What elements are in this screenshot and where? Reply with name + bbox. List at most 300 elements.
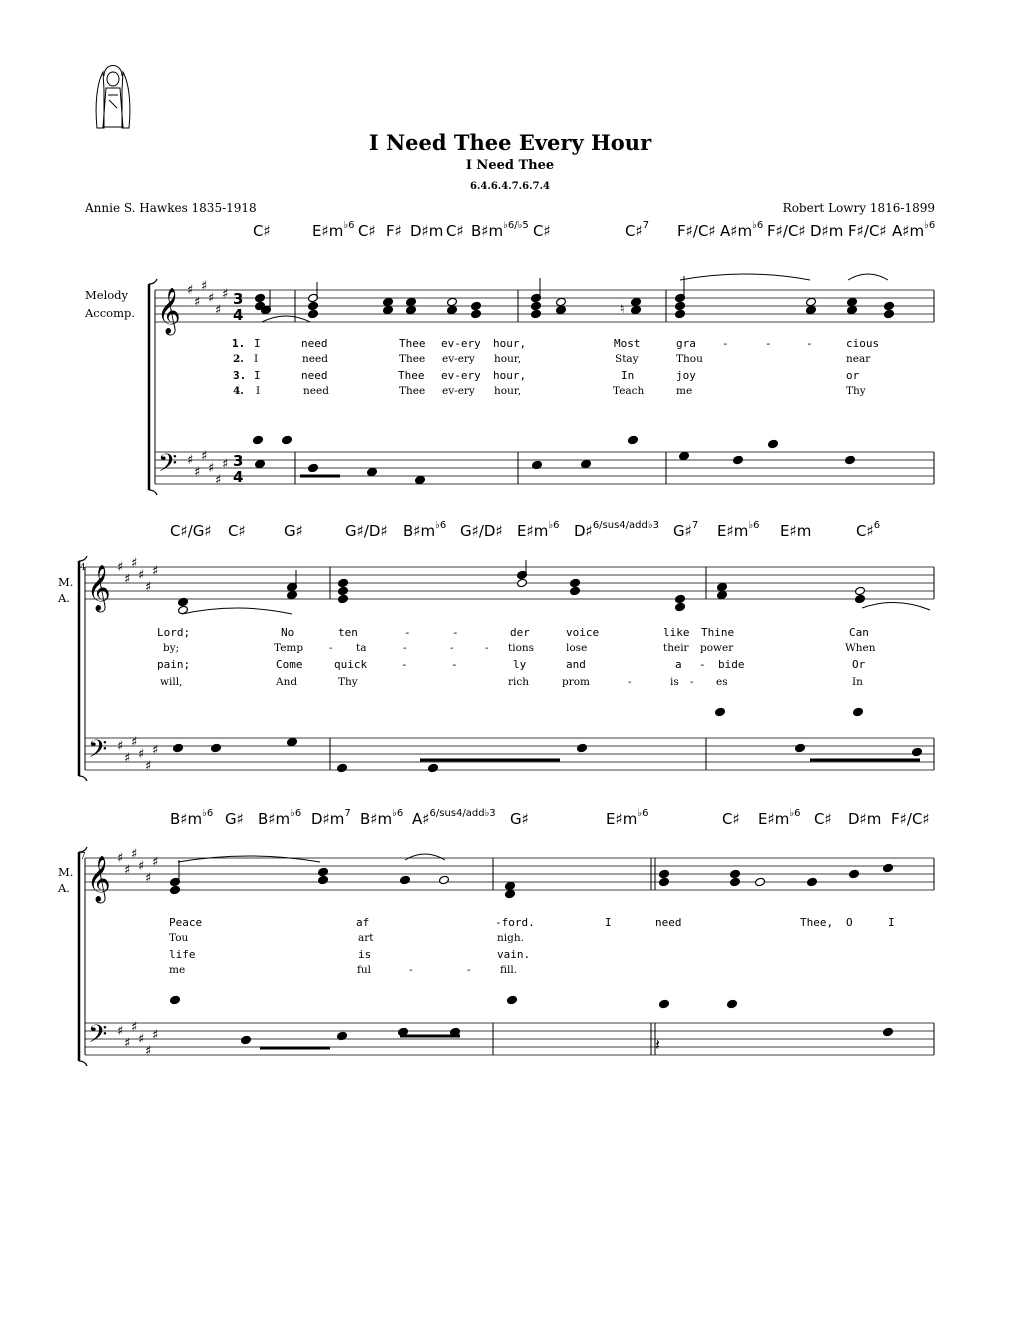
chord-symbol <box>856 522 880 540</box>
notehead <box>308 463 319 473</box>
poet-credit: Annie S. Hawkes 1835-1918 <box>85 201 257 215</box>
lyric-syllable: life <box>169 948 196 961</box>
chord-symbol <box>360 810 403 828</box>
chord-symbol <box>345 522 388 540</box>
measure-number: 7 <box>80 852 86 862</box>
lyric-syllable: ev-ery <box>442 385 475 397</box>
chord-symbol <box>410 222 443 240</box>
lyric-syllable: Thee <box>399 337 426 350</box>
notehead <box>675 301 686 311</box>
lyric-syllable: Lord; <box>157 626 191 639</box>
key-signature-sharp: ♯ <box>138 859 145 874</box>
chord-root: C♯ <box>358 222 376 240</box>
key-signature-sharp: ♯ <box>194 465 201 480</box>
melody-staff-label-short: M. <box>58 575 74 589</box>
notehead <box>679 451 690 461</box>
lyric-syllable: O <box>846 916 853 929</box>
lyric-syllable: In <box>852 676 863 688</box>
chord-symbol <box>170 810 213 828</box>
chord-root: B♯m <box>471 222 504 240</box>
chord-root: D♯m <box>410 222 444 240</box>
notehead <box>447 305 458 315</box>
time-signature: 3 <box>233 290 244 308</box>
notehead <box>318 875 329 885</box>
notehead <box>768 439 779 449</box>
lyric-syllable: - <box>628 676 632 688</box>
notehead <box>581 459 592 469</box>
chord-root: A♯m <box>892 222 925 240</box>
chord-symbol <box>228 522 246 540</box>
chord-root: B♯m <box>403 522 436 540</box>
key-signature-sharp: ♯ <box>131 556 138 571</box>
lyric-syllable: ev-ery <box>442 353 475 365</box>
key-signature-sharp: ♯ <box>145 1044 152 1059</box>
lyric-syllable: need <box>655 916 682 929</box>
lyric-syllable: is <box>670 676 679 688</box>
lyric-syllable: When <box>845 642 876 654</box>
chord-root: G♯ <box>225 810 244 828</box>
notehead <box>659 877 670 887</box>
slur <box>182 608 292 614</box>
notehead <box>415 475 426 485</box>
lyric-syllable: power <box>700 642 734 654</box>
chord-symbol <box>722 810 740 828</box>
notehead <box>730 877 741 887</box>
notehead <box>337 763 348 773</box>
chord-root: B♯m <box>170 810 203 828</box>
chord-root: A♯ <box>412 810 430 828</box>
key-signature-sharp: ♯ <box>138 747 145 762</box>
lyric-syllable: Thee <box>399 385 426 397</box>
key-signature-sharp: ♯ <box>131 735 138 750</box>
notehead <box>717 590 728 600</box>
chord-root: G♯ <box>510 810 529 828</box>
notehead <box>439 875 450 885</box>
notehead <box>505 881 516 891</box>
notehead <box>845 455 856 465</box>
notehead <box>507 995 518 1005</box>
chord-symbol <box>403 522 446 540</box>
lyric-syllable: I <box>254 369 261 382</box>
key-signature-sharp: ♯ <box>117 851 124 866</box>
notehead <box>170 995 181 1005</box>
key-signature-sharp: ♯ <box>117 560 124 575</box>
notehead <box>806 305 817 315</box>
chord-symbol <box>717 522 759 540</box>
chord-symbol <box>412 810 496 828</box>
lyric-syllable: Thee <box>398 369 425 382</box>
slur <box>262 316 310 322</box>
notehead <box>447 297 458 307</box>
lyric-syllable: lose <box>566 642 588 654</box>
notehead <box>255 459 266 469</box>
time-signature: 4 <box>233 306 244 324</box>
notehead <box>855 594 866 604</box>
chord-root: D♯m <box>311 810 345 828</box>
chord-root: C♯ <box>533 222 551 240</box>
chord-extension: 7 <box>642 220 650 231</box>
composer-credit: Robert Lowry 1816-1899 <box>782 201 935 215</box>
chord-symbol <box>471 222 529 240</box>
bass-clef-icon: 𝄢 <box>88 735 108 770</box>
notehead <box>847 305 858 315</box>
lyric-syllable: And <box>276 676 298 688</box>
notehead <box>211 743 222 753</box>
notehead <box>531 301 542 311</box>
time-signature: 4 <box>233 468 244 486</box>
notehead <box>733 455 744 465</box>
song-title: I Need Thee Every Hour <box>368 130 652 155</box>
key-signature-sharp: ♯ <box>124 863 131 878</box>
notehead <box>253 435 264 445</box>
chord-root: D♯m <box>848 810 882 828</box>
key-signature-sharp: ♯ <box>201 279 208 294</box>
notehead <box>241 1035 252 1045</box>
notehead <box>884 309 895 319</box>
notehead <box>675 309 686 319</box>
chord-extension: ♭6 <box>392 808 404 819</box>
chord-symbol <box>533 222 551 240</box>
notehead <box>570 578 581 588</box>
chord-root: G♯/D♯ <box>345 522 388 540</box>
lyric-syllable: bide <box>718 658 745 671</box>
lyric-syllable: need <box>303 385 329 397</box>
lyric-syllable: - <box>722 337 729 350</box>
lyric-syllable: pain; <box>157 658 191 671</box>
notehead <box>883 863 894 873</box>
chord-symbol <box>510 810 529 828</box>
key-signature-sharp: ♯ <box>145 580 152 595</box>
lyric-syllable: Thy <box>846 385 866 397</box>
lyric-syllable: art <box>358 932 374 944</box>
chord-extension: ♭6 <box>343 220 355 231</box>
lyric-syllable: will, <box>160 676 183 688</box>
lyric-syllable: - <box>401 658 408 671</box>
lyric-syllable: af <box>356 916 370 929</box>
verse-number: 3. <box>233 369 247 382</box>
lyric-syllable: need <box>301 369 328 382</box>
melody-staff-label-short: M. <box>58 865 74 879</box>
notehead <box>406 297 417 307</box>
lyric-syllable: - <box>467 964 471 976</box>
lyric-syllable: -ford. <box>495 916 535 929</box>
notehead <box>884 301 895 311</box>
key-signature-sharp: ♯ <box>201 449 208 464</box>
key-signature-sharp: ♯ <box>138 1032 145 1047</box>
notehead <box>556 305 567 315</box>
chord-root: F♯/C♯ <box>677 222 716 240</box>
notehead <box>428 763 439 773</box>
melody-staff-label: Melody <box>85 288 129 302</box>
lyric-syllable: Thee, <box>800 916 834 929</box>
notehead <box>471 309 482 319</box>
chord-root: B♯m <box>360 810 393 828</box>
chord-symbol <box>848 810 881 828</box>
chord-root: C♯ <box>228 522 246 540</box>
time-signature: 3 <box>233 452 244 470</box>
treble-clef-icon: 𝄞 <box>87 565 111 611</box>
lyric-syllable: Peace <box>169 916 203 929</box>
chord-symbol <box>848 222 887 240</box>
chord-extension: 6/sus4/add♭3 <box>592 520 659 531</box>
lyric-syllable: near <box>846 353 871 365</box>
chord-symbol <box>574 522 659 540</box>
slur <box>680 274 810 280</box>
chord-extension: 7 <box>691 520 699 531</box>
notehead <box>383 305 394 315</box>
notehead <box>255 293 266 303</box>
slur <box>848 274 888 280</box>
lyric-syllable: I <box>254 353 259 365</box>
lyric-syllable: Thy <box>338 676 358 688</box>
notehead <box>853 707 864 717</box>
lyric-syllable: need <box>302 353 328 365</box>
lyric-syllable: Teach <box>613 385 645 397</box>
accomp-staff-label-short: A. <box>58 591 70 605</box>
chord-extension: ♭6 <box>924 220 936 231</box>
notehead <box>806 297 817 307</box>
lyric-syllable: hour, <box>494 385 522 397</box>
treble-clef-icon: 𝄞 <box>87 856 111 902</box>
chord-symbol <box>358 222 376 240</box>
natural-sign: ♮ <box>620 302 625 317</box>
lyric-syllable: joy <box>676 369 696 382</box>
chord-root: F♯/C♯ <box>891 810 930 828</box>
chord-root: D♯ <box>574 522 593 540</box>
notehead <box>400 875 411 885</box>
key-signature-sharp: ♯ <box>131 1020 138 1035</box>
lyric-syllable: - <box>452 626 459 639</box>
notehead <box>318 867 329 877</box>
bass-clef-icon: 𝄢 <box>158 449 178 484</box>
key-signature-sharp: ♯ <box>187 283 194 298</box>
notehead <box>659 999 670 1009</box>
notehead <box>287 737 298 747</box>
chord-symbol <box>446 222 464 240</box>
notehead <box>287 590 298 600</box>
lyric-syllable: - <box>690 676 694 688</box>
verse-number: 2. <box>233 353 244 365</box>
lyric-syllable: a <box>675 658 682 671</box>
verse-number: 1. <box>232 337 246 350</box>
chord-symbol <box>892 222 935 240</box>
key-signature-sharp: ♯ <box>131 847 138 862</box>
key-signature-sharp: ♯ <box>194 295 201 310</box>
lyric-syllable: or <box>846 369 860 382</box>
lyric-syllable: nigh. <box>497 932 524 944</box>
lyric-syllable: me <box>676 385 693 397</box>
chord-extension: ♭6 <box>202 808 214 819</box>
notehead <box>517 578 528 588</box>
lyric-syllable: hour, <box>493 337 527 350</box>
slur <box>405 854 445 860</box>
notehead <box>727 999 738 1009</box>
notehead <box>855 586 866 596</box>
lyric-syllable: Stay <box>615 353 639 365</box>
lyric-syllable: hour, <box>493 369 527 382</box>
lyric-syllable: I <box>888 916 895 929</box>
chord-symbol <box>225 810 244 828</box>
chord-root: G♯/D♯ <box>460 522 503 540</box>
chord-symbol <box>673 522 698 540</box>
key-signature-sharp: ♯ <box>138 568 145 583</box>
notehead <box>338 594 349 604</box>
chord-extension: 6 <box>873 520 881 531</box>
chord-root: E♯m <box>606 810 638 828</box>
lyric-syllable: and <box>566 658 586 671</box>
quarter-rest-icon: 𝄽 <box>655 1035 660 1054</box>
lyric-syllable: vain. <box>497 948 531 961</box>
lyric-syllable: Or <box>852 658 866 671</box>
chord-root: G♯ <box>284 522 303 540</box>
lyric-syllable: Most <box>614 337 641 350</box>
notehead <box>383 297 394 307</box>
notehead <box>308 301 319 311</box>
chord-root: F♯/C♯ <box>848 222 887 240</box>
chord-extension: ♭6/♭5 <box>503 220 529 231</box>
chord-symbol <box>810 222 843 240</box>
verse-number: 4. <box>233 385 244 397</box>
chord-root: C♯ <box>856 522 874 540</box>
key-signature-sharp: ♯ <box>222 287 229 302</box>
chord-extension: 7 <box>344 808 351 819</box>
notehead <box>577 743 588 753</box>
chord-root: C♯ <box>722 810 740 828</box>
chord-symbol <box>312 222 354 240</box>
key-signature-sharp: ♯ <box>208 461 215 476</box>
lyric-syllable: I <box>605 916 612 929</box>
chord-symbol <box>284 522 303 540</box>
key-signature-sharp: ♯ <box>117 1024 124 1039</box>
lyric-syllable: ly <box>513 658 527 671</box>
lyric-syllable: - <box>806 337 813 350</box>
lyric-syllable: hour, <box>494 353 522 365</box>
lyric-syllable: Thee <box>399 353 426 365</box>
lyric-syllable: tions <box>508 642 535 654</box>
chord-symbol <box>677 222 716 240</box>
chord-symbol <box>386 222 402 240</box>
chord-root: B♯m <box>258 810 291 828</box>
lyric-syllable: ev-ery <box>441 369 481 382</box>
chord-root: E♯m <box>717 522 749 540</box>
key-signature-sharp: ♯ <box>117 739 124 754</box>
key-signature-sharp: ♯ <box>145 759 152 774</box>
chord-extension: 6/sus4/add♭3 <box>429 808 496 819</box>
lyric-syllable: by; <box>163 642 180 654</box>
lyric-syllable: Thou <box>676 353 703 365</box>
chord-root: D♯m <box>810 222 844 240</box>
chord-extension: ♭6 <box>748 520 760 531</box>
chord-symbol <box>780 522 811 540</box>
chord-symbol <box>460 522 503 540</box>
treble-clef-icon: 𝄞 <box>157 288 181 334</box>
lyric-syllable: - <box>485 642 489 654</box>
accomp-staff-label-short: A. <box>58 881 70 895</box>
chord-root: E♯m <box>758 810 790 828</box>
chord-root: C♯ <box>446 222 464 240</box>
lyric-syllable: prom <box>562 676 591 688</box>
lyric-syllable: Temp <box>274 642 304 654</box>
lyric-syllable: Can <box>849 626 869 639</box>
chord-symbol <box>170 522 212 540</box>
key-signature-sharp: ♯ <box>215 303 222 318</box>
notehead <box>675 602 686 612</box>
chord-symbol <box>625 222 649 240</box>
lyric-syllable: need <box>301 337 328 350</box>
notehead <box>628 435 639 445</box>
chord-symbol <box>891 810 930 828</box>
chord-symbol <box>606 810 648 828</box>
notehead <box>883 1027 894 1037</box>
notehead <box>659 869 670 879</box>
chord-root: C♯ <box>625 222 643 240</box>
chord-symbol <box>311 810 351 828</box>
meter-label: 6.4.6.4.7.6.7.4 <box>469 181 551 192</box>
lyric-syllable: gra <box>676 337 696 350</box>
lyric-syllable: - <box>404 626 411 639</box>
key-signature-sharp: ♯ <box>152 1028 159 1043</box>
notehead <box>807 877 818 887</box>
key-signature-sharp: ♯ <box>124 751 131 766</box>
lyric-syllable: Thine <box>701 626 735 639</box>
key-signature-sharp: ♯ <box>152 743 159 758</box>
notehead <box>531 309 542 319</box>
notehead <box>308 309 319 319</box>
key-signature-sharp: ♯ <box>187 453 194 468</box>
lyric-syllable: Come <box>276 658 303 671</box>
notehead <box>338 586 349 596</box>
chord-symbol <box>814 810 832 828</box>
chord-root: E♯m <box>517 522 549 540</box>
lyric-syllable: is <box>358 948 372 961</box>
chord-symbol <box>517 522 559 540</box>
chord-extension: ♭6 <box>637 808 649 819</box>
measure-number: 4 <box>80 563 86 573</box>
key-signature-sharp: ♯ <box>124 572 131 587</box>
lyric-syllable: quick <box>334 658 368 671</box>
lyric-syllable: cious <box>846 337 880 350</box>
bass-clef-icon: 𝄢 <box>88 1020 108 1055</box>
lyric-syllable: I <box>256 385 261 397</box>
chord-symbol <box>758 810 800 828</box>
lyric-syllable: me <box>169 964 186 976</box>
notehead <box>338 578 349 588</box>
lyric-syllable: - <box>765 337 772 350</box>
lyric-syllable: fill. <box>500 964 518 976</box>
notehead <box>912 747 923 757</box>
notehead <box>849 869 860 879</box>
notehead <box>505 889 516 899</box>
lyric-syllable: ta <box>356 642 367 654</box>
accomp-staff-label: Accomp. <box>85 306 136 320</box>
notehead <box>173 743 184 753</box>
lyric-syllable: der <box>510 626 530 639</box>
lyric-syllable: No <box>281 626 295 639</box>
notehead <box>795 743 806 753</box>
chord-symbol <box>767 222 806 240</box>
key-signature-sharp: ♯ <box>215 473 222 488</box>
chord-symbol <box>258 810 301 828</box>
chord-root: E♯m <box>780 522 812 540</box>
key-signature-sharp: ♯ <box>145 871 152 886</box>
key-signature-sharp: ♯ <box>222 457 229 472</box>
lyric-syllable: - <box>409 964 413 976</box>
chord-root: C♯ <box>253 222 271 240</box>
notehead <box>170 885 181 895</box>
slur <box>862 602 930 610</box>
chord-root: F♯ <box>386 222 402 240</box>
lyric-syllable: ten <box>338 626 358 639</box>
